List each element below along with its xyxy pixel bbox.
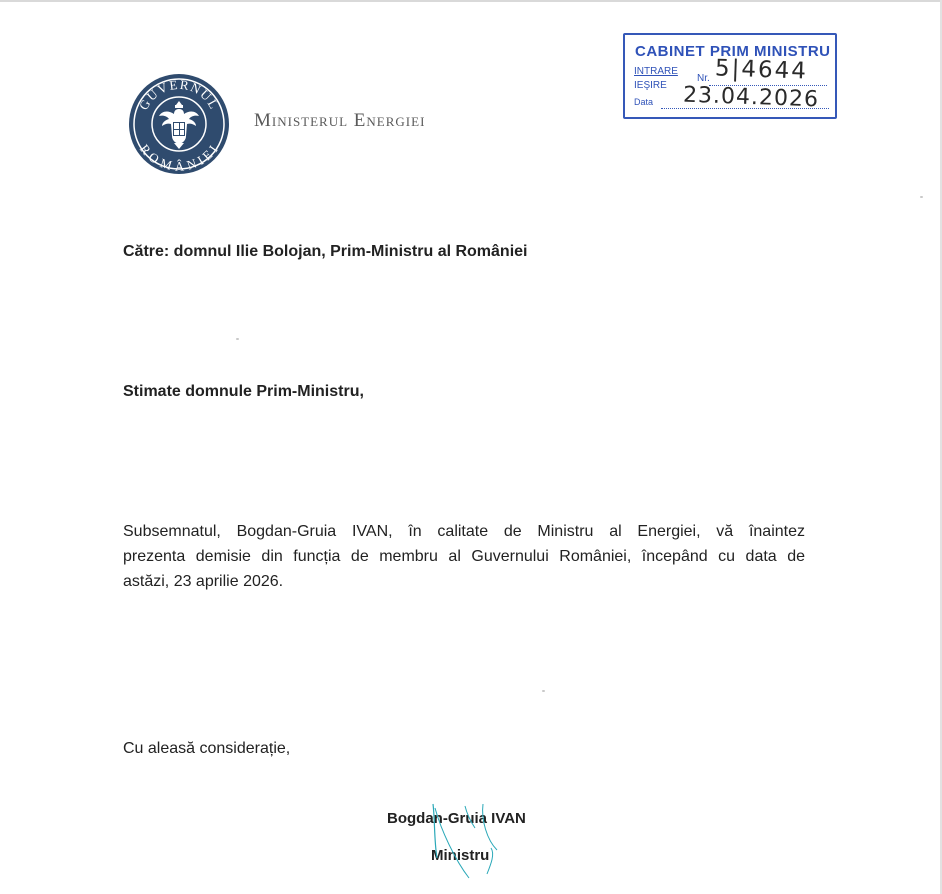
- ministry-name: Ministerul Energiei: [254, 110, 426, 131]
- registration-stamp: [623, 33, 837, 119]
- stamp-registration-number: 5|4644: [714, 55, 809, 85]
- signer-title: Ministru: [431, 847, 490, 864]
- letter-closing: Cu aleasă considerație,: [123, 740, 291, 757]
- letter-body-line: Subsemnatul, Bogdan-Gruia IVAN, în calitate de Ministru al Energiei, vă înaintez: [123, 523, 805, 540]
- signer-name: Bogdan-Gruia IVAN: [387, 810, 526, 827]
- seal-text-top: GUVERNUL: [135, 76, 223, 113]
- paper-speck: [236, 338, 239, 340]
- seal-text-bottom: ROMÂNIEI: [136, 141, 222, 174]
- stamp-intrare-label: INTRARE: [634, 66, 678, 77]
- letter-body: [123, 519, 805, 594]
- letter-body-line: prezenta demisie din funcția de membru al Guvernului României, începând cu data de: [123, 548, 805, 565]
- stamp-data-label: Data: [634, 97, 654, 107]
- page-top-edge: [0, 0, 942, 2]
- stamp-nr-label: Nr.: [697, 73, 710, 84]
- paper-speck: [920, 196, 923, 198]
- government-seal-logo: [124, 73, 234, 175]
- letter-greeting: Stimate domnule Prim-Ministru,: [123, 383, 364, 400]
- paper-speck: [542, 690, 545, 692]
- letter-body-line: astăzi, 23 aprilie 2026.: [123, 573, 284, 590]
- stamp-title: CABINET PRIM MINISTRU: [635, 43, 831, 60]
- stamp-date: 23.04.2026: [682, 82, 820, 113]
- stamp-iesire-label: IEŞIRE: [634, 80, 667, 91]
- letter-addressee: Către: domnul Ilie Bolojan, Prim-Ministru al României: [123, 243, 528, 260]
